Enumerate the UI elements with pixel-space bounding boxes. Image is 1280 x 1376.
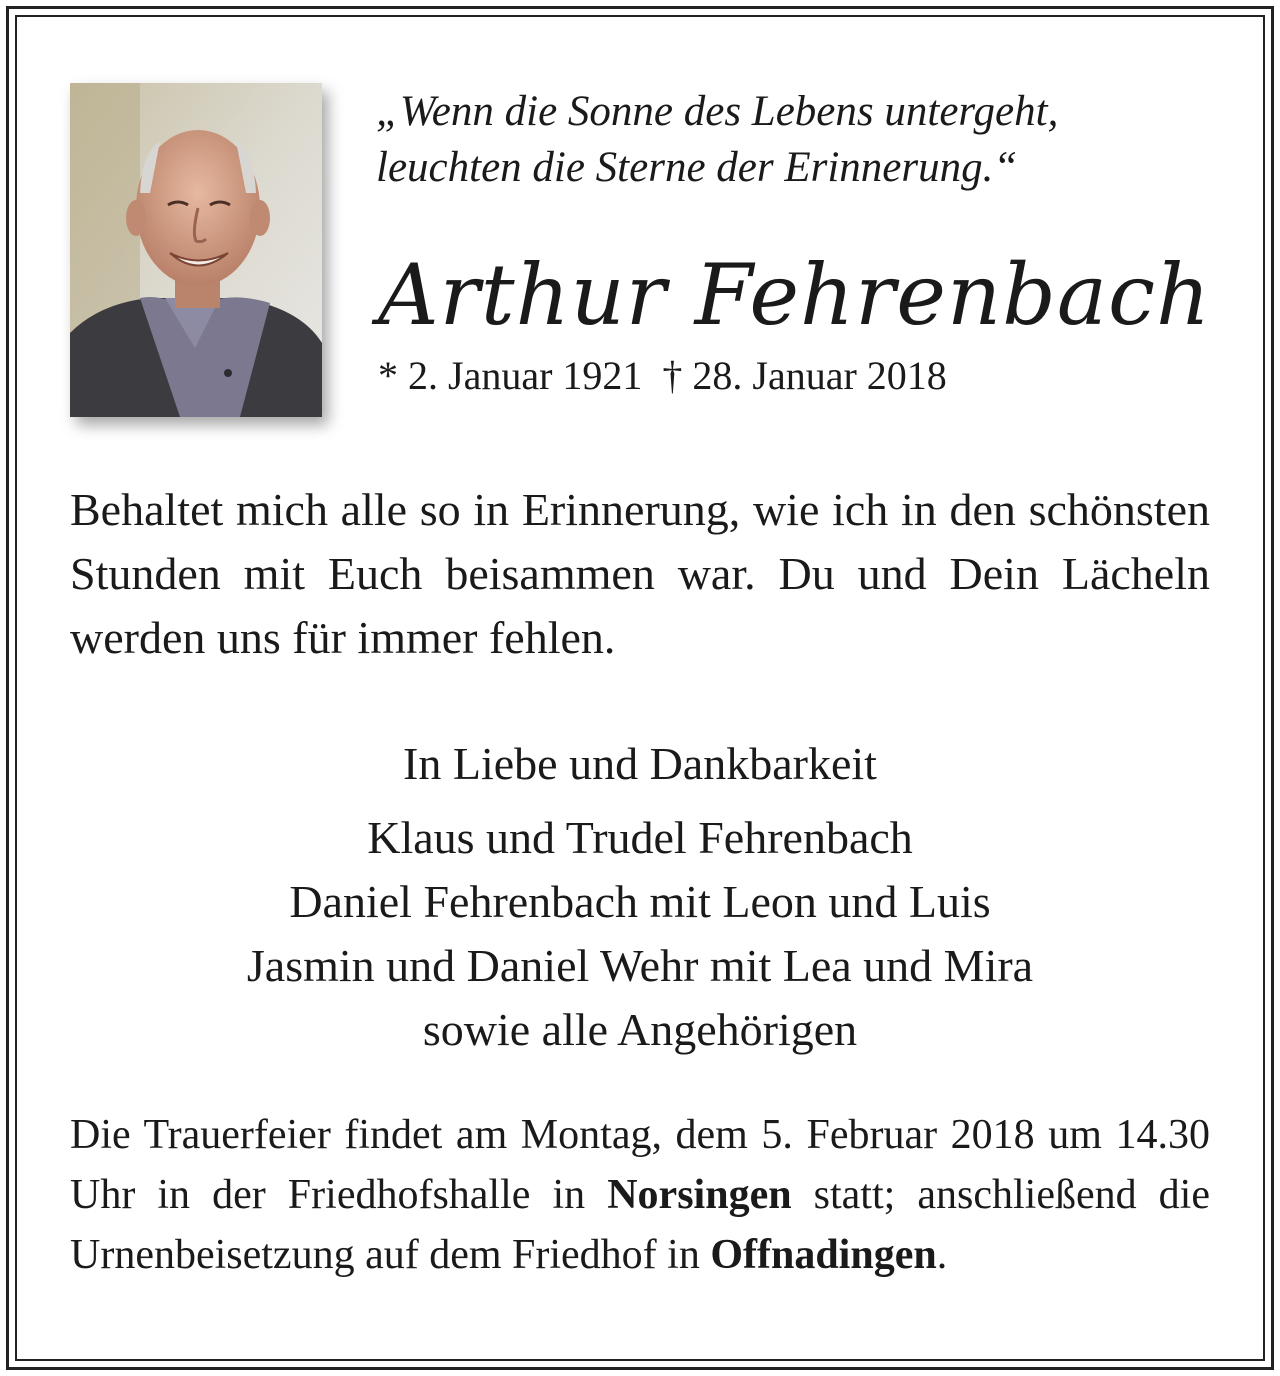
deceased-name: Arthur Fehrenbach [378, 246, 1212, 344]
service-text-1: Die Trauerfeier findet am Montag, dem 5. Februar 2018 um 14.30 Uhr in der Friedhofshalle in [70, 1112, 1210, 1218]
family-list [70, 806, 1210, 1062]
service-details [70, 1105, 1210, 1285]
memorial-message: Behaltet mich alle so in Erinnerung, wie ich in den schönsten Stunden mit Euch beisammen war. Du und Dein Lächeln werden uns für immer fehlen. [70, 484, 1210, 663]
memorial-quote [376, 84, 1236, 196]
life-dates: * 2. Januar 1921 † 28. Januar 2018 [378, 353, 947, 398]
family-member: Klaus und Trudel Fehrenbach [367, 812, 913, 863]
portrait-photo [70, 83, 322, 417]
family-member: sowie alle Angehörigen [422, 1004, 858, 1055]
service-text-3: . [936, 1232, 948, 1278]
service-place-norsingen: Norsingen [607, 1172, 792, 1218]
quote-line-1: „Wenn die Sonne des Lebens untergeht, [376, 88, 1059, 135]
family-member: Daniel Fehrenbach mit Leon und Luis [289, 876, 991, 927]
service-place-offnadingen: Offnadingen [710, 1232, 937, 1278]
closing-phrase: In Liebe und Dankbarkeit [403, 738, 877, 789]
service-text-2: statt; anschließend die Urnenbeisetzung auf dem Friedhof in [70, 1172, 1210, 1278]
quote-line-2: leuchten die Sterne der Erinnerung.“ [376, 144, 1018, 191]
family-member: Jasmin und Daniel Wehr mit Lea und Mira [246, 940, 1034, 991]
